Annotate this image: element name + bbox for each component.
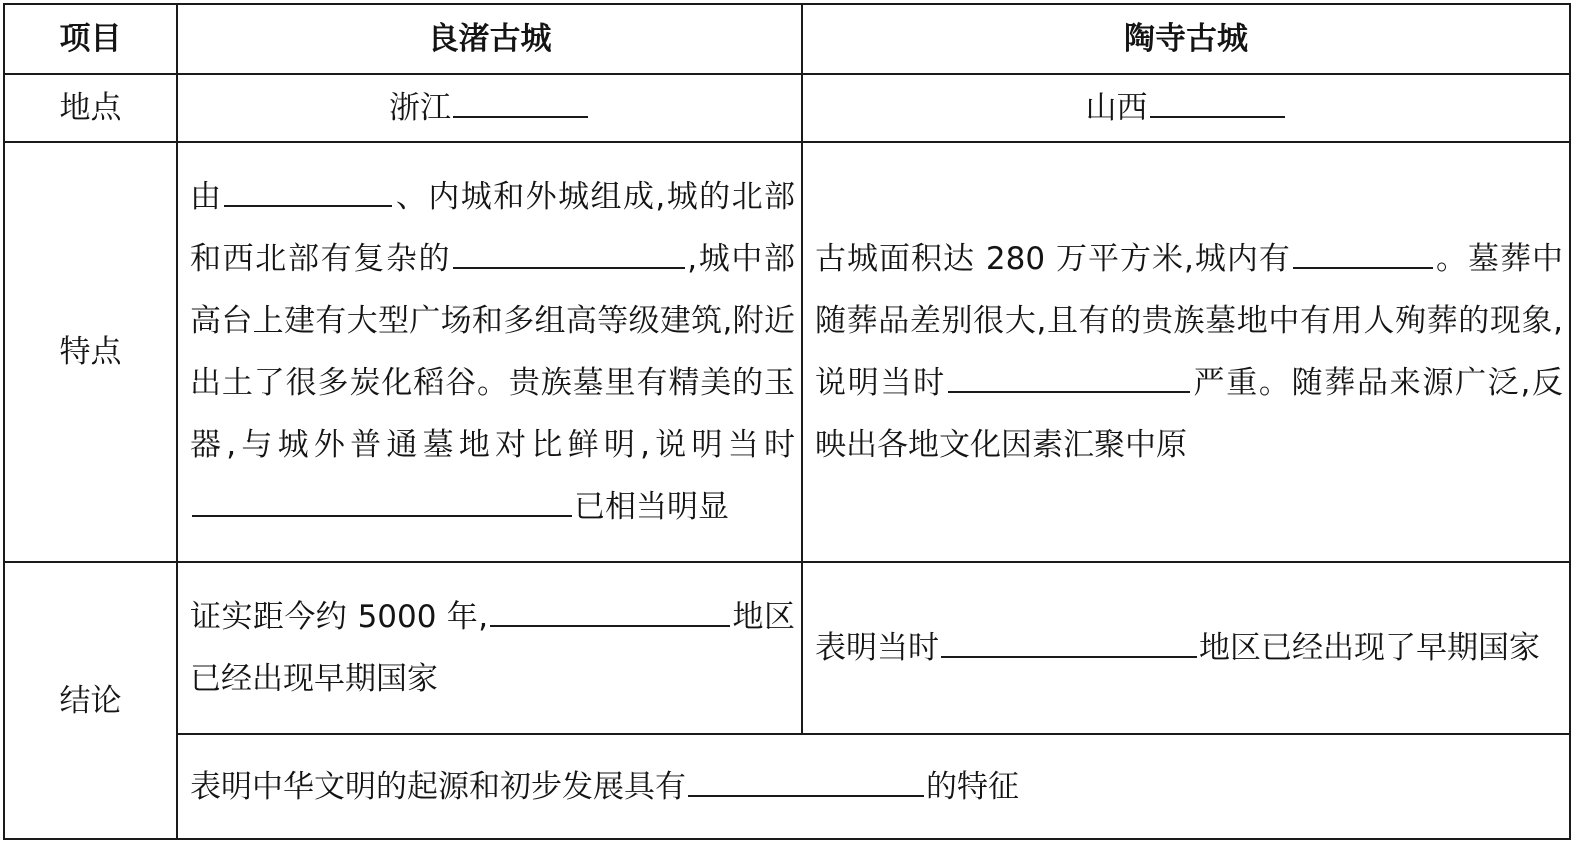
features-liangzhu-p3: ,城中部高台上建有大型广场和多组高等级建筑,附近出土了很多炭化稻谷。贵族墓里有精美的玉器,与城外普通墓地对比鲜明,说明当时 (190, 241, 796, 463)
place-taosi-text: 山西 (1085, 90, 1148, 126)
features-taosi-p2: 。墓葬中随葬品差别很大,且有的贵族墓地中有用人殉葬的现象,说明当时 (815, 241, 1564, 401)
features-taosi-p1: 古城面积达 280 万平方米,城内有 (815, 241, 1291, 277)
blank-social-differentiation[interactable] (192, 479, 572, 517)
conclusion-taosi (802, 562, 1570, 734)
header-taosi: 陶寺古城 (802, 4, 1570, 74)
blank-palace-area[interactable] (1293, 231, 1433, 269)
features-taosi-p3: 严重。随葬品来源广泛,反映出各地文化因素汇聚中原 (815, 365, 1564, 463)
features-liangzhu-p1: 由 (190, 179, 223, 215)
conclusion-taosi-p2: 地区已经出现了早期国家 (1199, 630, 1540, 666)
place-row (4, 74, 1570, 142)
conclusion-taosi-p1: 表明当时 (815, 630, 939, 666)
place-label: 地点 (4, 74, 177, 142)
conclusion-liangzhu-text (178, 586, 801, 710)
comparison-table (3, 3, 1571, 840)
conclusion-liangzhu (177, 562, 802, 734)
features-row (4, 142, 1570, 562)
place-taosi (802, 74, 1570, 142)
summary-row (4, 734, 1570, 839)
header-row (4, 4, 1570, 74)
place-liangzhu (177, 74, 802, 142)
features-liangzhu-p4: 已相当明显 (574, 489, 729, 525)
summary-p1: 表明中华文明的起源和初步发展具有 (190, 768, 686, 805)
conclusion-summary (177, 734, 1570, 839)
features-label: 特点 (4, 142, 177, 562)
place-liangzhu-text: 浙江 (389, 90, 451, 126)
conclusion-summary-text (178, 756, 1569, 818)
blank-civilization-feature[interactable] (688, 759, 924, 797)
conclusion-label: 结论 (4, 562, 177, 839)
features-liangzhu-p2: 、内城和外城组成,城的北部和西北部有复杂的 (190, 179, 796, 277)
features-taosi-text (803, 228, 1569, 476)
conclusion-taosi-text (803, 617, 1569, 679)
conclusion-liangzhu-p1: 证实距今约 5000 年, (190, 599, 489, 635)
features-liangzhu-text (178, 166, 801, 538)
features-liangzhu (177, 142, 802, 562)
blank-region-taosi[interactable] (941, 620, 1197, 658)
header-item: 项目 (4, 4, 177, 74)
summary-p2: 的特征 (926, 768, 1019, 805)
conclusion-row (4, 562, 1570, 734)
blank-city-structure[interactable] (224, 169, 392, 207)
features-taosi (802, 142, 1570, 562)
blank-place-liangzhu[interactable] (453, 80, 588, 118)
blank-water-system[interactable] (453, 231, 685, 269)
blank-region-liangzhu[interactable] (490, 589, 730, 627)
blank-place-taosi[interactable] (1150, 80, 1285, 118)
conclusion-liangzhu-p2: 地区已经出现早期国家 (190, 599, 795, 697)
blank-class-division[interactable] (948, 355, 1190, 393)
header-liangzhu: 良渚古城 (177, 4, 802, 74)
